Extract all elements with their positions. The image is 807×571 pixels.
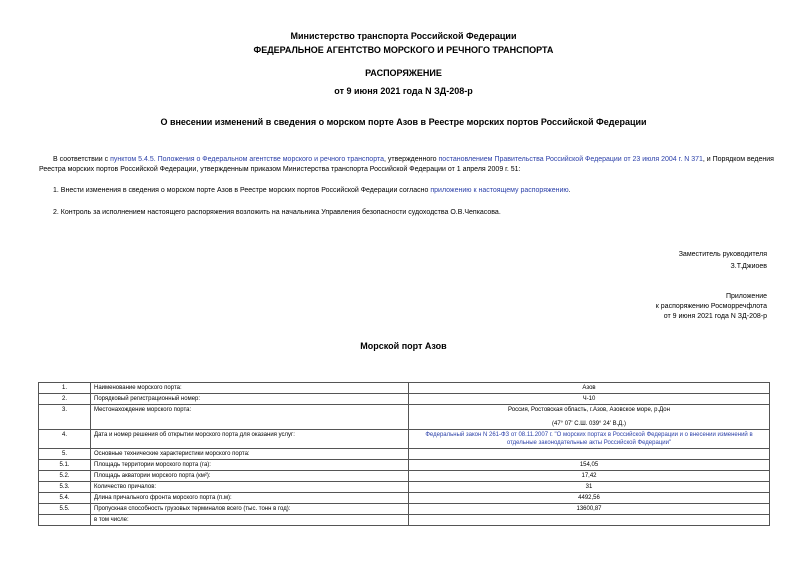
table-row [39,394,770,405]
table-row [39,504,770,515]
table-row [39,460,770,471]
table-row [39,405,770,430]
ministry-name: Министерство транспорта Российской Федерации [290,31,517,41]
document-type: РАСПОРЯЖЕНИЕ [365,68,442,78]
item-1-text-b: . [568,187,571,194]
agency-name: ФЕДЕРАЛЬНОЕ АГЕНТСТВО МОРСКОГО И РЕЧНОГО ТРАНСПОРТА [253,45,554,55]
row-number: 1. [39,383,91,394]
appendix-link[interactable]: приложению к настоящему распоряжению [430,187,569,194]
paragraph-item-2: 2. Контроль за исполнением настоящего распоряжения возложить на начальника Управления безопасности судоходства О.В.Чепкасова. [53,209,501,216]
row-label: в том числе: [91,515,409,526]
row-value: 4492,56 [409,493,770,504]
preamble-text-b: , утвержденного [383,156,439,163]
table-row [39,493,770,504]
row-value: Ч-10 [409,394,770,405]
table-row [39,383,770,394]
coordinates-text: (47° 07' С.Ш. 039° 24' В.Д.) [551,421,627,427]
row-label: Дата и номер решения об открытии морского порта для оказания услуг: [91,430,409,449]
row-value: 154,05 [409,460,770,471]
row-number [39,515,91,526]
regulation-link[interactable]: пунктом 5.4.5. Положения о Федеральном агентстве морского и речного транспорта [110,156,384,163]
row-number: 5.1. [39,460,91,471]
row-value [409,449,770,460]
appendix-date: от 9 июня 2021 года N ЗД-208-р [663,313,767,320]
row-number: 5.5. [39,504,91,515]
row-number: 5. [39,449,91,460]
table-row [39,515,770,526]
row-value [409,515,770,526]
row-number: 5.4. [39,493,91,504]
row-label: Местонахождение морского порта: [91,405,409,430]
row-label: Количество причалов: [91,482,409,493]
row-value: 13600,87 [409,504,770,515]
document-title: О внесении изменений в сведения о морском порте Азов в Реестре морских портов Российской Федерации [160,117,647,127]
signer-name: З.Т.Джиоев [730,263,767,270]
table-row [39,430,770,449]
paragraph-preamble [39,155,779,175]
signer-position: Заместитель руководителя [678,251,767,258]
row-number: 2. [39,394,91,405]
row-number: 3. [39,405,91,430]
port-info-table [38,382,770,526]
row-label: Наименование морского порта: [91,383,409,394]
paragraph-item-1 [53,186,783,196]
appendix-label: Приложение [725,293,767,300]
row-label: Пропускная способность грузовых терминалов всего (тыс. тонн в год): [91,504,409,515]
federal-law-link[interactable]: Федеральный закон N 261-ФЗ от 08.11.2007 г. "О морских портах в Российской Федерации и о внесении изменений в отдельные законодательные акты Российской Федерации" [409,430,770,449]
row-label: Площадь территории морского порта (га): [91,460,409,471]
location-text: Россия, Ростовская область, г.Азов, Азовское море, р.Дон [508,407,670,413]
table-row [39,449,770,460]
row-value: 31 [409,482,770,493]
row-label: Порядковый регистрационный номер: [91,394,409,405]
government-decree-link[interactable]: постановлением Правительства Российской Федерации от 23 июля 2004 г. N 371 [438,156,703,163]
row-label: Длина причального фронта морского порта (п.м): [91,493,409,504]
item-1-text-a: 1. Внести изменения в сведения о морском порте Азов в Реестре морских портов Российской Федерации согласно [53,187,431,194]
row-number: 5.2. [39,471,91,482]
row-value: 17,42 [409,471,770,482]
table-row [39,471,770,482]
row-number: 4. [39,430,91,449]
table-row [39,482,770,493]
row-label: Площадь акватории морского порта (км²): [91,471,409,482]
row-value [409,405,770,430]
row-value: Азов [409,383,770,394]
port-title: Морской порт Азов [360,341,447,351]
appendix-reference: к распоряжению Росморречфлота [655,303,767,310]
preamble-text-c: , и Порядком ведения Реестра морских портов Российской Федерации, утвержденным приказом Министерства транспорта Российской Федерации от 1 апреля 2009 г. 51: [39,156,774,173]
preamble-text-a: В соответствии с [53,156,111,163]
row-number: 5.3. [39,482,91,493]
row-label: Основные технические характеристики морского порта: [91,449,409,460]
document-date: от 9 июня 2021 года N ЗД-208-р [334,86,473,96]
